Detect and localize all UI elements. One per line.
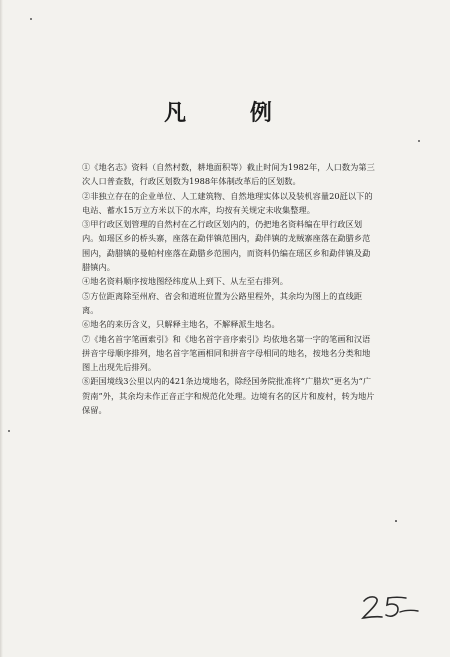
note-paragraph-2: ②非独立存在的企业单位、人工建筑物、自然地理实体以及装机容量20瓩以下的电站、蓄水15万立方米以下的水库，均按有关规定未收集整理。: [82, 190, 373, 215]
note-paragraph-5: ⑤方位距离除至州府、省会和道班位置为公路里程外，其余均为图上的直线距离。: [82, 290, 363, 315]
handwritten-page-number: [360, 592, 422, 622]
scan-speck: [395, 520, 397, 522]
note-paragraph-1: ①《地名志》资料（自然村数，耕地面积等）截止时间为1982年，人口数为第三次人口普查数，行政区划数为1988年体制改革后的区划数。: [82, 162, 375, 187]
note-paragraph-8: ⑧距国境线3公里以内的421条边境地名，除经国务院批准将“广腊坎”更名为“广贺南”外，其余均未作正音正字和规范化处理。边境有名的区片和废村，转为地片保留。: [82, 376, 375, 416]
notes-body: [82, 160, 377, 417]
note-paragraph-7: ⑦《地名首字笔画索引》和《地名首字音序索引》均依地名第一字的笔画和汉语拼音字母顺序排列，地名首字笔画相同和拼音字母相同的地名，按地名分类和地图上出现先后排列。: [82, 333, 371, 373]
note-paragraph-3: ③甲行政区划管理的自然村在乙行政区划内的，仍把地名资料编在甲行政区划内。如瑶区乡的桥头寨，座落在勐伴镇范围内，勐伴镇的龙贼寨座落在勐腊乡范围内，勐腊镇的曼帕村座落在勐腊乡范围内，而资料仍编在瑶区乡和勐伴镇及勐腊镇内。: [82, 219, 371, 273]
note-paragraph-6: ⑥地名的来历含义，只解释主地名，不解释派生地名。: [82, 319, 280, 330]
note-paragraph-4: ④地名资料顺序按地图经纬度从上到下、从左至右排列。: [82, 276, 288, 287]
page-title: 凡 例: [164, 100, 300, 126]
scan-speck: [8, 430, 10, 432]
scan-speck: [30, 18, 32, 20]
scan-speck: [418, 140, 420, 142]
